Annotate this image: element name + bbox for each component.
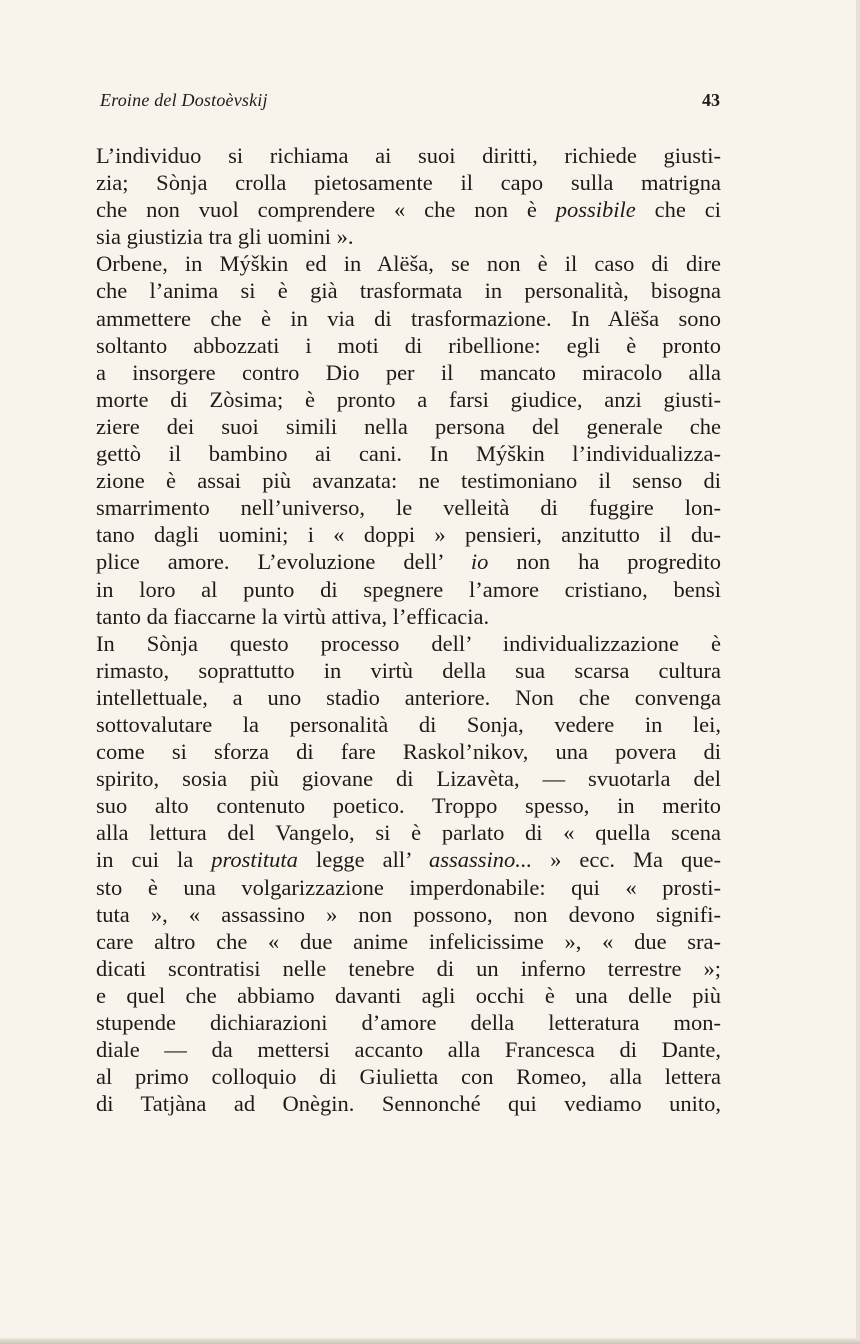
- page-number: 43: [702, 90, 720, 110]
- text-line: In Sònja questo processo dell’ individualizzazione è: [96, 630, 721, 656]
- italic-word: io: [470, 549, 489, 575]
- text-line: [96, 846, 721, 873]
- text-line: suo alto contenuto poetico. Troppo spesso, in merito: [96, 793, 721, 819]
- text-segment: legge all’: [297, 847, 429, 873]
- body-text: [96, 142, 721, 1117]
- italic-word: prostituta: [211, 847, 298, 873]
- text-line: in loro al punto di spegnere l’amore cristiano, bensì: [96, 576, 721, 602]
- text-line: [96, 196, 721, 223]
- text-line: stupende dichiarazioni d’amore della letteratura mon-: [96, 1010, 721, 1035]
- text-line: sto è una volgarizzazione imperdonabile: qui « prosti-: [96, 874, 721, 900]
- text-line: gettò il bambino ai cani. In Mýškin l’individualizza-: [96, 441, 721, 467]
- text-segment: plice amore. L’evoluzione dell’: [96, 549, 471, 575]
- text-line: al primo colloquio di Giulietta con Romeo, alla lettera: [96, 1064, 721, 1090]
- text-line: sottovalutare la personalità di Sonja, vedere in lei,: [96, 711, 721, 737]
- text-line: spirito, sosia più giovane di Lizavèta, — svuotarla del: [96, 766, 721, 792]
- text-segment: non ha progredito: [488, 549, 721, 575]
- text-line: alla lettura del Vangelo, si è parlato di « quella scena: [96, 820, 721, 846]
- text-line: rimasto, soprattutto in virtù della sua scarsa cultura: [96, 657, 721, 683]
- text-line: dicati scontratisi nelle tenebre di un inferno terrestre »;: [96, 955, 721, 981]
- text-line: come si sforza di fare Raskol’nikov, una povera di: [96, 739, 721, 765]
- text-line: L’individuo si richiama ai suoi diritti, richiede giusti-: [96, 143, 721, 168]
- text-line: care altro che « due anime infelicissime », « due sra-: [96, 928, 721, 954]
- text-segment: che ci: [635, 197, 721, 223]
- text-line: sia giustizia tra gli uomini ».: [96, 224, 354, 250]
- running-title: Eroine del Dostoèvskij: [100, 90, 268, 110]
- text-line: morte di Zòsima; è pronto a farsi giudice, anzi giusti-: [96, 386, 721, 412]
- text-line: intellettuale, a uno stadio anteriore. Non che convenga: [96, 684, 721, 710]
- text-segment: in cui la: [96, 847, 212, 873]
- italic-word: possibile: [555, 197, 636, 223]
- italic-word: assassino...: [429, 847, 533, 873]
- text-line: zione è assai più avanzata: ne testimoniano il senso di: [96, 468, 721, 494]
- text-line: ammettere che è in via di trasformazione. In Alëša sono: [96, 305, 721, 331]
- text-segment: che non vuol comprendere « che non è: [96, 197, 556, 223]
- text-line: diale — da mettersi accanto alla Francesca di Dante,: [96, 1037, 721, 1063]
- text-line: e quel che abbiamo davanti agli occhi è una delle più: [96, 982, 721, 1008]
- text-segment: » ecc. Ma que-: [532, 847, 721, 873]
- text-line: tuta », « assassino » non possono, non devono signifi-: [96, 901, 721, 927]
- scan-edge-bottom: [0, 1338, 860, 1344]
- text-line: a insorgere contro Dio per il mancato miracolo alla: [96, 359, 721, 385]
- scan-edge-right: [856, 0, 860, 1344]
- text-line: [96, 548, 721, 575]
- text-line: che l’anima si è già trasformata in personalità, bisogna: [96, 278, 721, 304]
- text-line: zia; Sònja crolla pietosamente il capo sulla matrigna: [96, 170, 721, 196]
- text-line: tano dagli uomini; i « doppi » pensieri, anzitutto il du-: [96, 522, 721, 548]
- running-head: [100, 88, 720, 116]
- text-line: di Tatjàna ad Onègin. Sennonché qui vediamo unito,: [96, 1091, 721, 1117]
- text-line: ziere dei suoi simili nella persona del generale che: [96, 413, 721, 439]
- text-line: tanto da fiaccarne la virtù attiva, l’efficacia.: [96, 603, 490, 629]
- text-line: soltanto abbozzati i moti di ribellione: egli è pronto: [96, 332, 721, 358]
- text-line: Orbene, in Mýškin ed in Alëša, se non è il caso di dire: [96, 251, 721, 277]
- text-line: smarrimento nell’universo, le velleità di fuggire lon-: [96, 495, 721, 521]
